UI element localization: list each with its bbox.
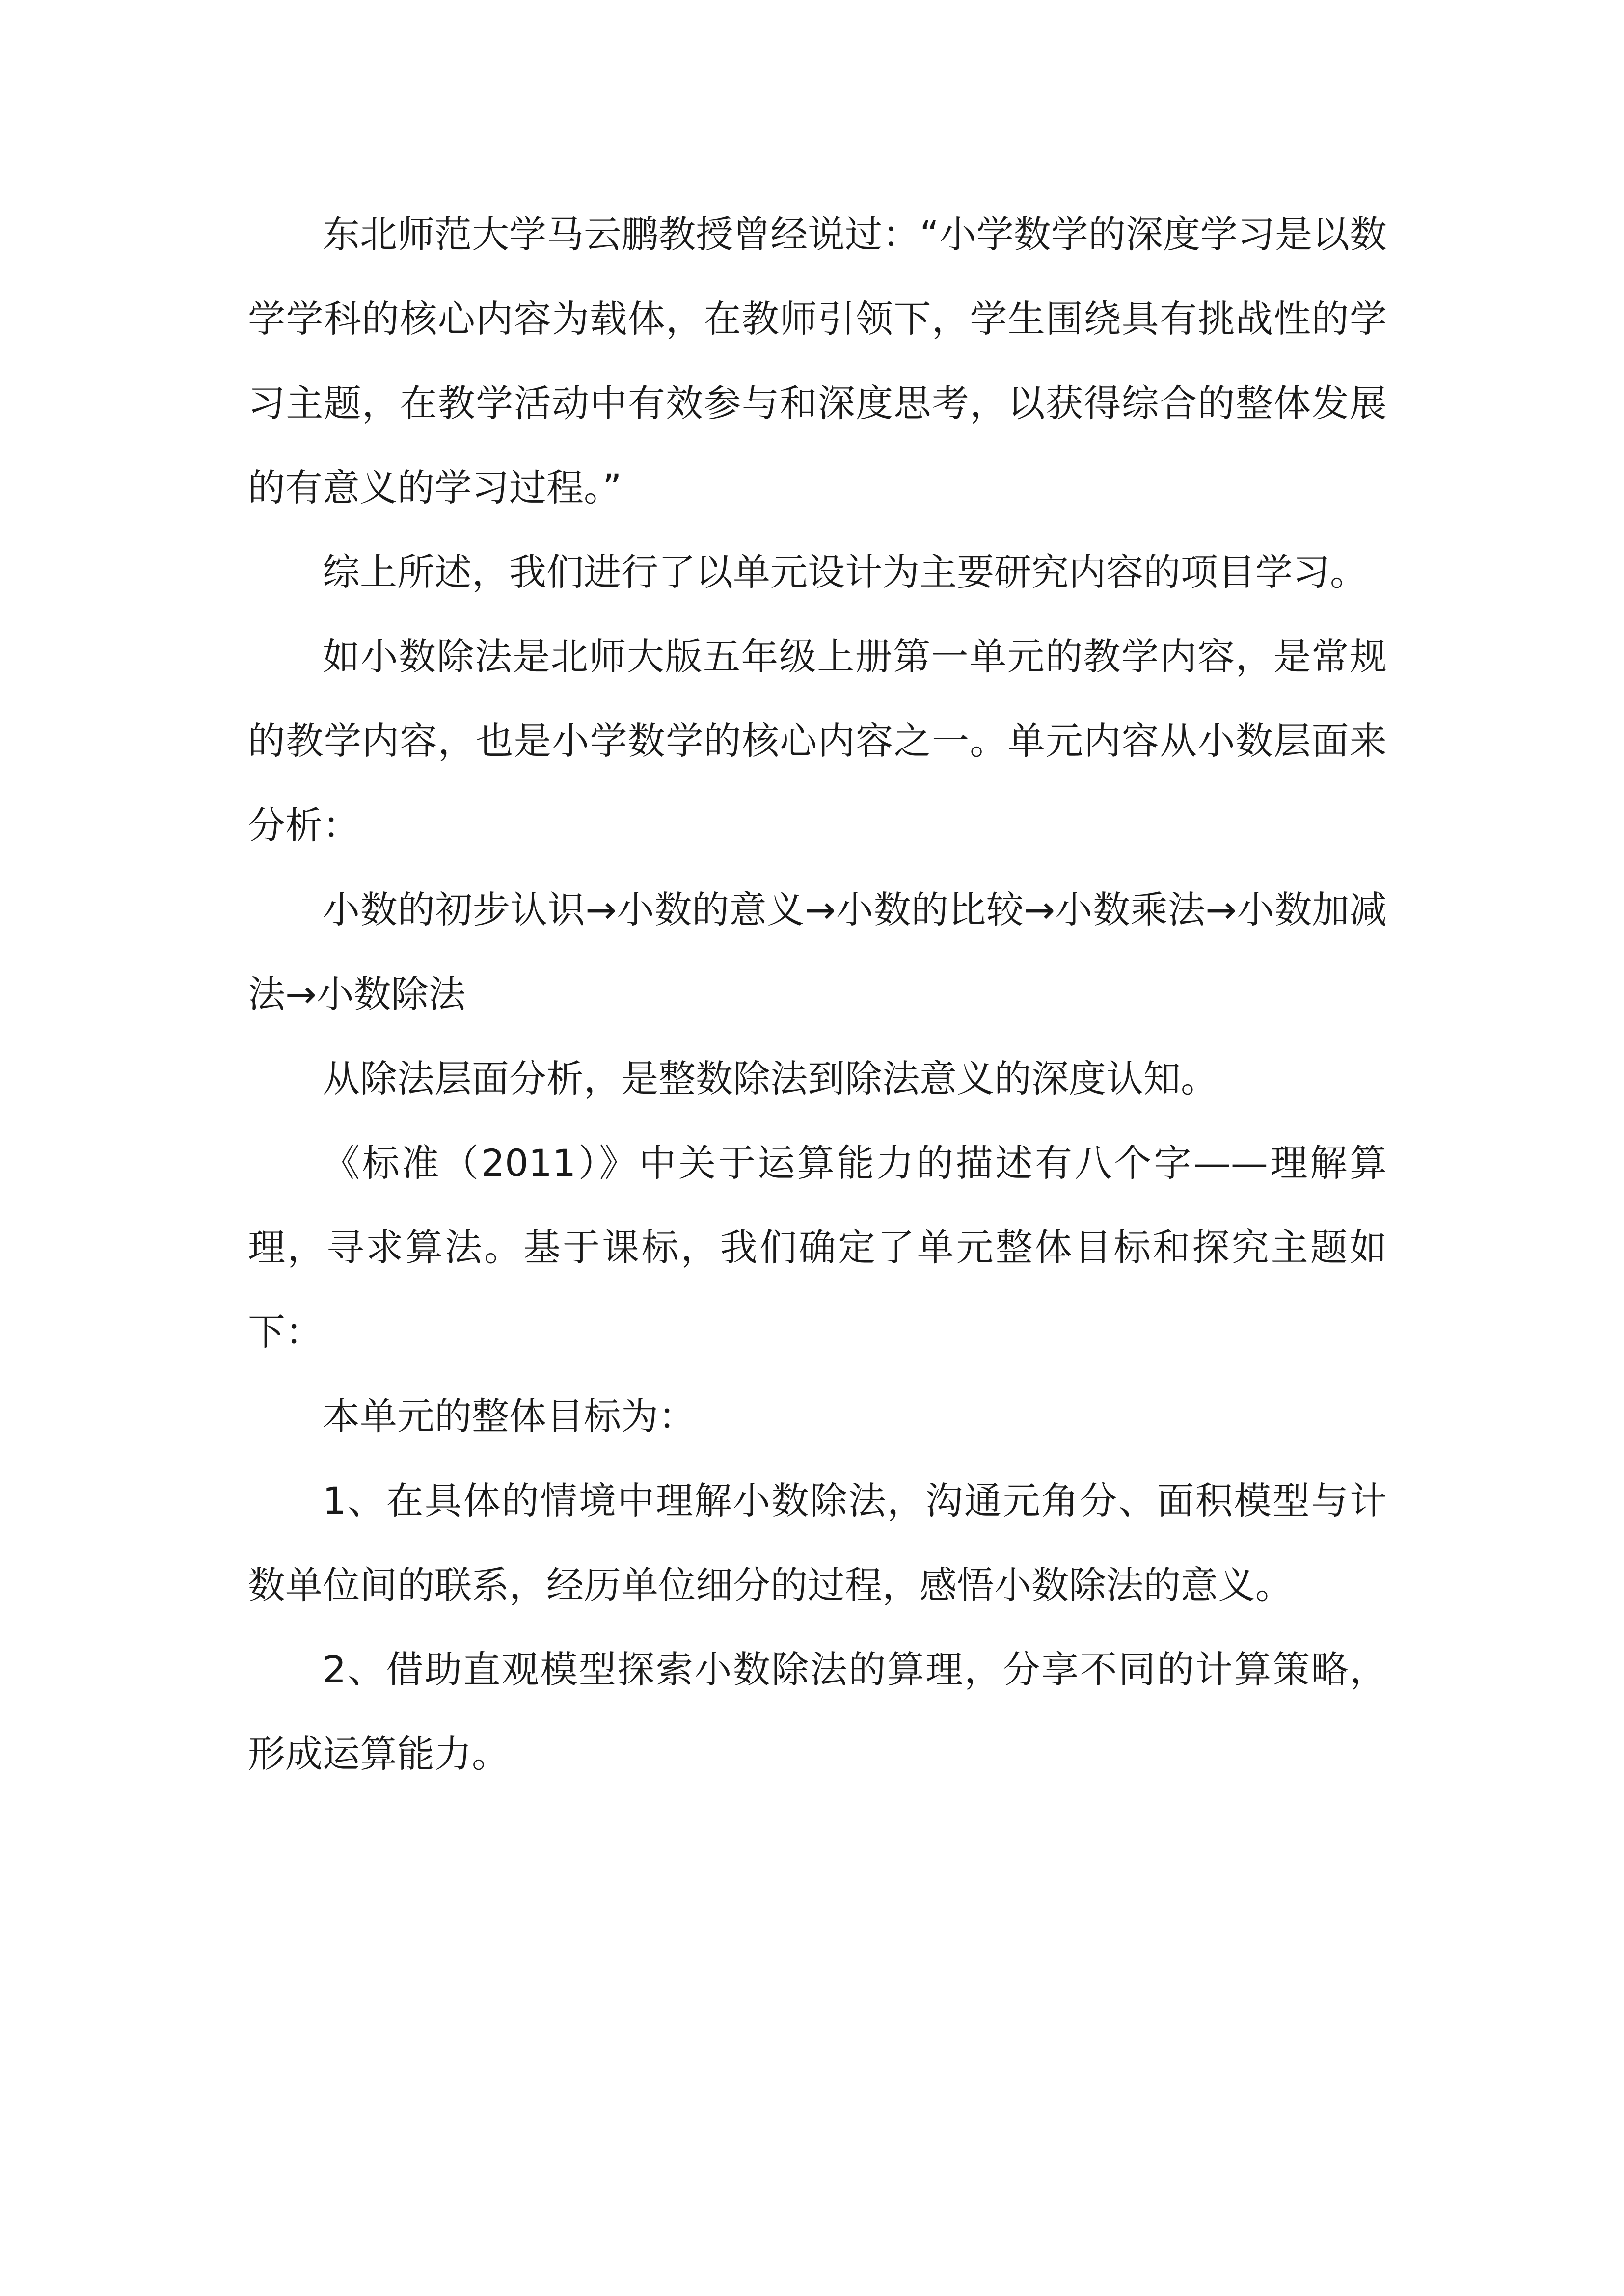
paragraph-goal-1: 1、在具体的情境中理解小数除法，沟通元角分、面积模型与计数单位间的联系，经历单位细分的过程，感悟小数除法的意义。 bbox=[248, 1479, 1387, 1607]
paragraph-decimal-sequence: 小数的初步认识→小数的意义→小数的比较→小数乘法→小数加减法→小数除法 bbox=[248, 888, 1387, 1016]
document-body bbox=[248, 192, 1387, 1796]
paragraph-summary: 综上所述，我们进行了以单元设计为主要研究内容的项目学习。 bbox=[323, 550, 1367, 594]
paragraph-goals-heading: 本单元的整体目标为： bbox=[323, 1394, 696, 1438]
paragraph-quote: 东北师范大学马云鹏教授曾经说过：“小学数学的深度学习是以数学学科的核心内容为载体，在教师引领下，学生围绕具有挑战性的学习主题，在教学活动中有效参与和深度思考，以获得综合的整体发展的有意义的学习过程。” bbox=[248, 213, 1387, 509]
paragraph-standard: 《标准（2011）》中关于运算能力的描述有八个字——理解算理，寻求算法。基于课标，我们确定了单元整体目标和探究主题如下： bbox=[248, 1141, 1387, 1354]
paragraph-division-analysis: 从除法层面分析，是整数除法到除法意义的深度认知。 bbox=[323, 1057, 1218, 1100]
paragraph-goal-2: 2、借助直观模型探索小数除法的算理，分享不同的计算策略，形成运算能力。 bbox=[248, 1648, 1387, 1776]
paragraph-unit-intro: 如小数除法是北师大版五年级上册第一单元的教学内容，是常规的教学内容，也是小学数学的核心内容之一。单元内容从小数层面来分析： bbox=[248, 635, 1387, 847]
